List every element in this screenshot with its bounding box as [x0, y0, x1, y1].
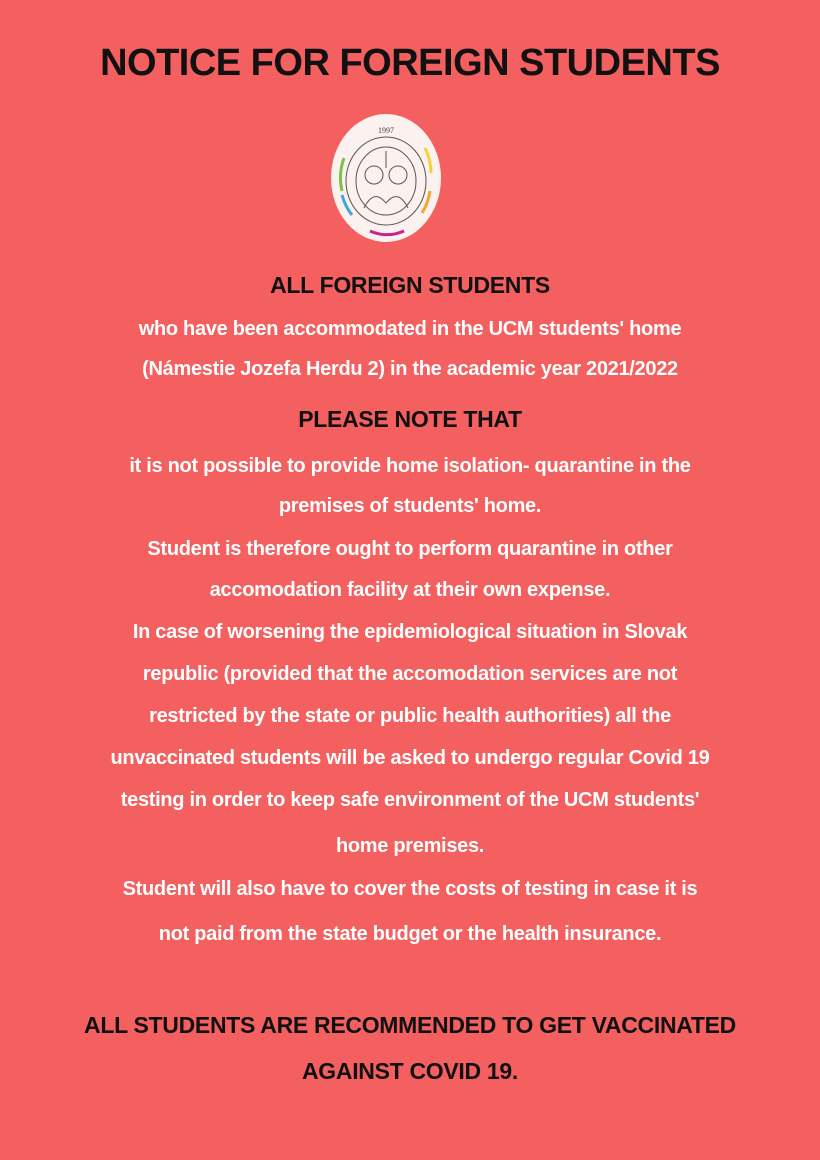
- svg-text:1997: 1997: [378, 126, 394, 135]
- body-line: republic (provided that the accomodation services are not: [142, 663, 678, 685]
- body-line: Student is therefore ought to perform quarantine in other: [147, 538, 673, 560]
- heading-please-note: PLEASE NOTE THAT: [298, 406, 522, 432]
- intro-line: (Námestie Jozefa Herdu 2) in the academic year 2021/2022: [142, 358, 678, 380]
- body-line: unvaccinated students will be asked to undergo regular Covid 19: [110, 747, 710, 769]
- body-line: home premises.: [335, 835, 485, 857]
- footer-recommendation: ALL STUDENTS ARE RECOMMENDED TO GET VACCINATED: [84, 1012, 736, 1038]
- body-line: testing in order to keep safe environment of the UCM students': [120, 789, 700, 811]
- body-line: Student will also have to cover the costs of testing in case it is: [122, 878, 698, 900]
- body-line: In case of worsening the epidemiological situation in Slovak: [132, 621, 688, 643]
- body-line: premises of students' home.: [278, 495, 542, 517]
- body-line: it is not possible to provide home isolation- quarantine in the: [129, 455, 691, 477]
- body-line: not paid from the state budget or the health insurance.: [158, 923, 662, 945]
- heading-all-foreign-students: ALL FOREIGN STUDENTS: [270, 272, 550, 298]
- footer-recommendation: AGAINST COVID 19.: [302, 1058, 518, 1084]
- body-line: accomodation facility at their own expense.: [209, 579, 611, 601]
- university-seal-logo: [330, 113, 442, 243]
- page-title: NOTICE FOR FOREIGN STUDENTS: [100, 42, 720, 84]
- body-line: restricted by the state or public health authorities) all the: [149, 705, 671, 727]
- intro-line: who have been accommodated in the UCM students' home: [138, 318, 682, 340]
